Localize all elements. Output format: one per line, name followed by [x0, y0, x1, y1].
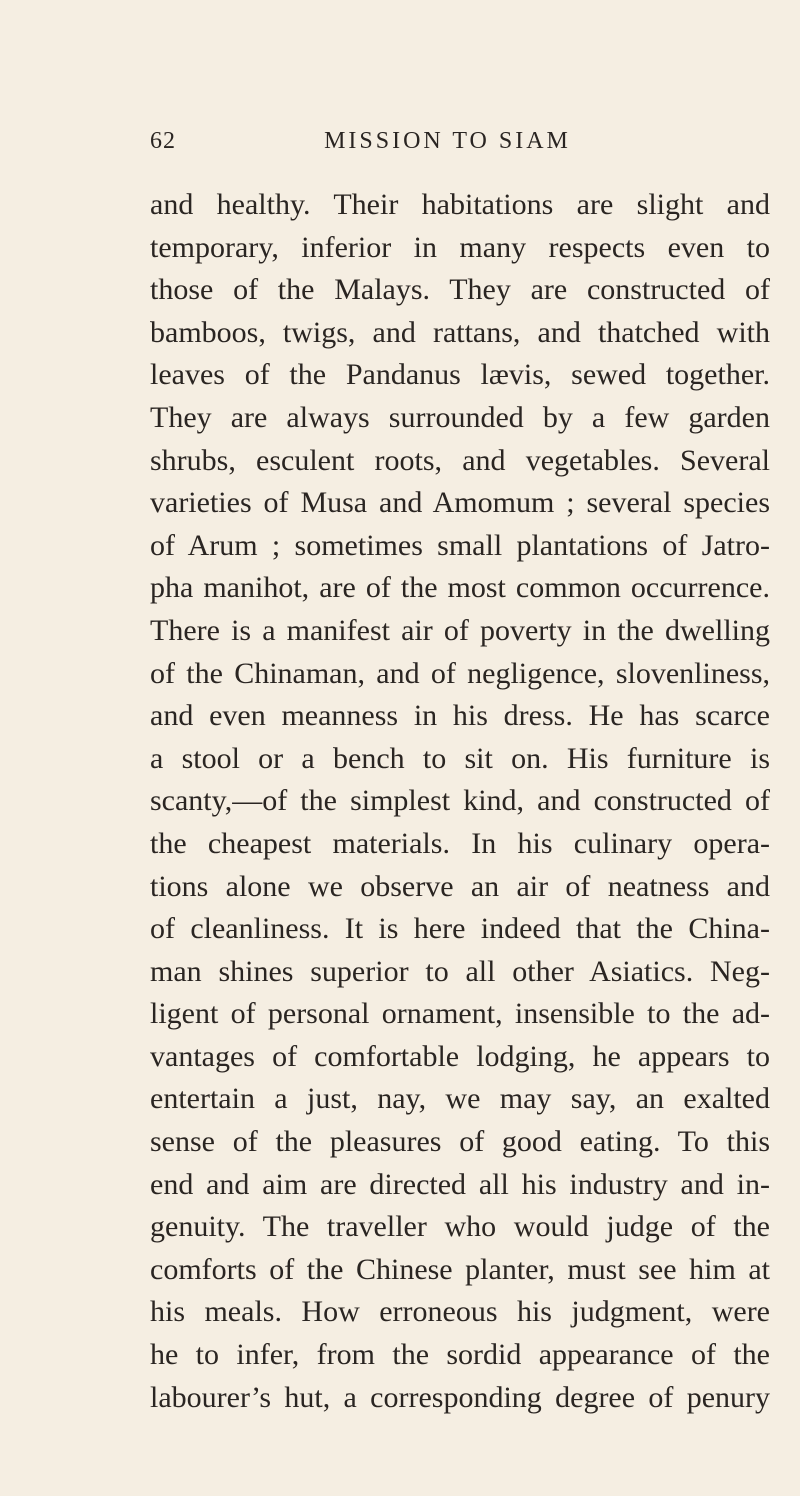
- text-line: those of the Malays. They are constructed of: [150, 273, 770, 307]
- page-number: 62: [150, 128, 176, 154]
- text-line: They are always surrounded by a few garden: [150, 400, 770, 434]
- text-line: varieties of Musa and Amomum ; several species: [150, 486, 770, 520]
- text-line: man shines superior to all other Asiatics. Neg-: [150, 954, 770, 988]
- text-line: the cheapest materials. In his culinary opera-: [150, 826, 770, 860]
- text-line: entertain a just, nay, we may say, an exalted: [150, 1082, 770, 1116]
- text-line: ligent of personal ornament, insensible to the ad-: [150, 997, 770, 1031]
- text-line: comforts of the Chinese planter, must see him at: [150, 1252, 770, 1286]
- text-line: and healthy. Their habitations are slight and: [150, 188, 770, 221]
- text-line: end and aim are directed all his industry and in-: [150, 1167, 770, 1201]
- text-line: vantages of comfortable lodging, he appears to: [150, 1039, 770, 1073]
- text-line: bamboos, twigs, and rattans, and thatched with: [150, 315, 770, 349]
- body-paragraph: [150, 184, 770, 1419]
- text-line: There is a manifest air of poverty in the dwelling: [150, 613, 770, 647]
- text-line: sense of the pleasures of good eating. To this: [150, 1125, 770, 1159]
- text-line: leaves of the Pandanus lævis, sewed together.: [150, 358, 770, 392]
- text-line: pha manihot, are of the most common occurrence.: [150, 571, 770, 605]
- text-line: a stool or a bench to sit on. His furniture is: [150, 741, 770, 775]
- text-line: temporary, inferior in many respects even to: [150, 230, 770, 264]
- text-line: labourer’s hut, a corresponding degree of penury: [150, 1380, 770, 1414]
- text-line: of the Chinaman, and of negligence, slovenliness,: [150, 656, 770, 690]
- text-line: genuity. The traveller who would judge of the: [150, 1210, 770, 1244]
- text-line: tions alone we observe an air of neatness and: [150, 869, 770, 903]
- text-line: and even meanness in his dress. He has scarce: [150, 699, 770, 733]
- running-title: MISSION TO SIAM: [324, 128, 571, 154]
- text-line: scanty,—of the simplest kind, and constructed of: [150, 784, 770, 818]
- running-head: [0, 128, 800, 168]
- text-line: he to infer, from the sordid appearance of the: [150, 1338, 770, 1372]
- text-line: of Arum ; sometimes small plantations of Jatro-: [150, 528, 770, 562]
- text-line: of cleanliness. It is here indeed that the China-: [150, 912, 770, 946]
- text-line: his meals. How erroneous his judgment, were: [150, 1295, 770, 1329]
- text-line: shrubs, esculent roots, and vegetables. Several: [150, 443, 770, 477]
